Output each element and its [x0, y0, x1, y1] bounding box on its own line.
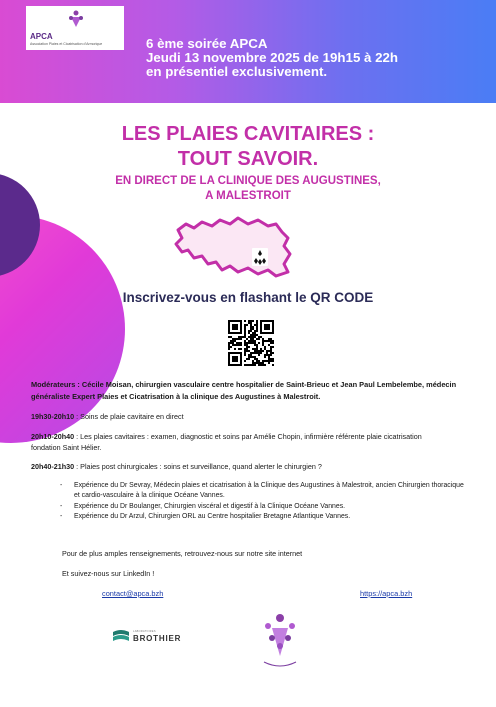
speaker-3: Expérience du Dr Arzul, Chirurgien ORL au Centre hospitalier Bretagne Atlantique Vannes.: [74, 512, 351, 520]
brothier-logo: [113, 630, 182, 649]
schedule-item-3: [31, 462, 322, 471]
schedule-item-1: [31, 412, 184, 421]
schedule-time-1: 19h30-20h10: [31, 412, 75, 421]
info-line-1: Pour de plus amples renseignements, retrouvez-nous sur notre site internet: [62, 549, 303, 558]
moderators-label: Modérateurs :: [31, 380, 80, 389]
speaker-1: Expérience du Dr Sevray, Médecin plaies et cicatrisation à la Clinique des Augustines à Malestroit, ancien Chirurgien thoracique et cardio-vasculaire à la clinique Océane Vannes.: [74, 482, 464, 500]
main-title-line-2: TOUT SAVOIR.: [177, 148, 319, 170]
event-info: [146, 37, 398, 79]
schedule-item-2: [31, 432, 451, 453]
qr-call-to-action: Inscrivez-vous en flashant le QR CODE: [122, 290, 374, 305]
list-item: - Expérience du Dr Boulanger, Chirurgien viscéral et digestif à la Clinique Océane Vannes.: [60, 502, 470, 512]
subtitle-line-2: A MALESTROIT: [205, 190, 291, 202]
moderators-text: Cécile Moisan, chirurgien vasculaire centre hospitalier de Saint-Brieuc et Jean Paul Lembelembe, médecin généraliste Expert Plaies et Cicatrisation à la clinique des Augustines à Malestroit.: [31, 380, 457, 401]
list-item: - Expérience du Dr Sevray, Médecin plaies et cicatrisation à la Clinique des Augustines à Malestroit, ancien Chirurgien thoracique et cardio-vasculaire à la clinique Océane Vannes.: [60, 481, 470, 502]
event-line-3: en présentiel exclusivement.: [146, 64, 328, 79]
info-line-2: Et suivez-nous sur LinkedIn !: [62, 569, 155, 578]
brittany-map-icon: [172, 212, 294, 282]
schedule-text-2: : Les plaies cavitaires : examen, diagnostic et soins par Amélie Chopin, infirmière référente plaie cicatrisation fondation Saint Hélier.: [31, 432, 422, 452]
schedule-text-1: : Soins de plaie cavitaire en direct: [74, 412, 184, 421]
apca-logo-box: [26, 6, 124, 50]
brothier-emblem-icon: [113, 630, 129, 644]
event-line-1: 6 ème soirée APCA: [146, 36, 268, 51]
schedule-time-3: 20h40-21h30: [31, 462, 75, 471]
logo-subtitle: Association Plaies et Cicatrisation d'Armorique: [30, 42, 103, 46]
schedule-text-3: : Plaies post chirurgicales : soins et surveillance, quand alerter le chirurgien ?: [74, 462, 322, 471]
event-line-2: Jeudi 13 novembre 2025 de 19h15 à 22h: [146, 50, 399, 65]
header-banner: [0, 0, 496, 103]
list-item: - Expérience du Dr Arzul, Chirurgien ORL au Centre hospitalier Bretagne Atlantique Vannes.: [60, 512, 470, 522]
brothier-subtitle: LABORATOIRES: [133, 630, 156, 633]
schedule-time-2: 20h10-20h40: [31, 432, 75, 441]
speaker-2: Expérience du Dr Boulanger, Chirurgien viscéral et digestif à la Clinique Océane Vannes.: [74, 502, 346, 510]
subtitle-line-1: EN DIRECT DE LA CLINIQUE DES AUGUSTINES,: [115, 175, 381, 187]
speaker-list: [60, 481, 470, 522]
moderators-paragraph: [31, 379, 471, 402]
logo-name: APCA: [30, 32, 53, 41]
brothier-name: BROTHIER: [133, 634, 182, 643]
website-link[interactable]: https://apca.bzh: [360, 589, 413, 598]
main-title-line-1: LES PLAIES CAVITAIRES :: [121, 123, 375, 145]
apca-footer-logo-icon: [258, 612, 302, 670]
email-link[interactable]: contact@apca.bzh: [102, 589, 164, 598]
apca-emblem-icon: [68, 9, 84, 29]
qr-code[interactable]: [228, 320, 274, 366]
